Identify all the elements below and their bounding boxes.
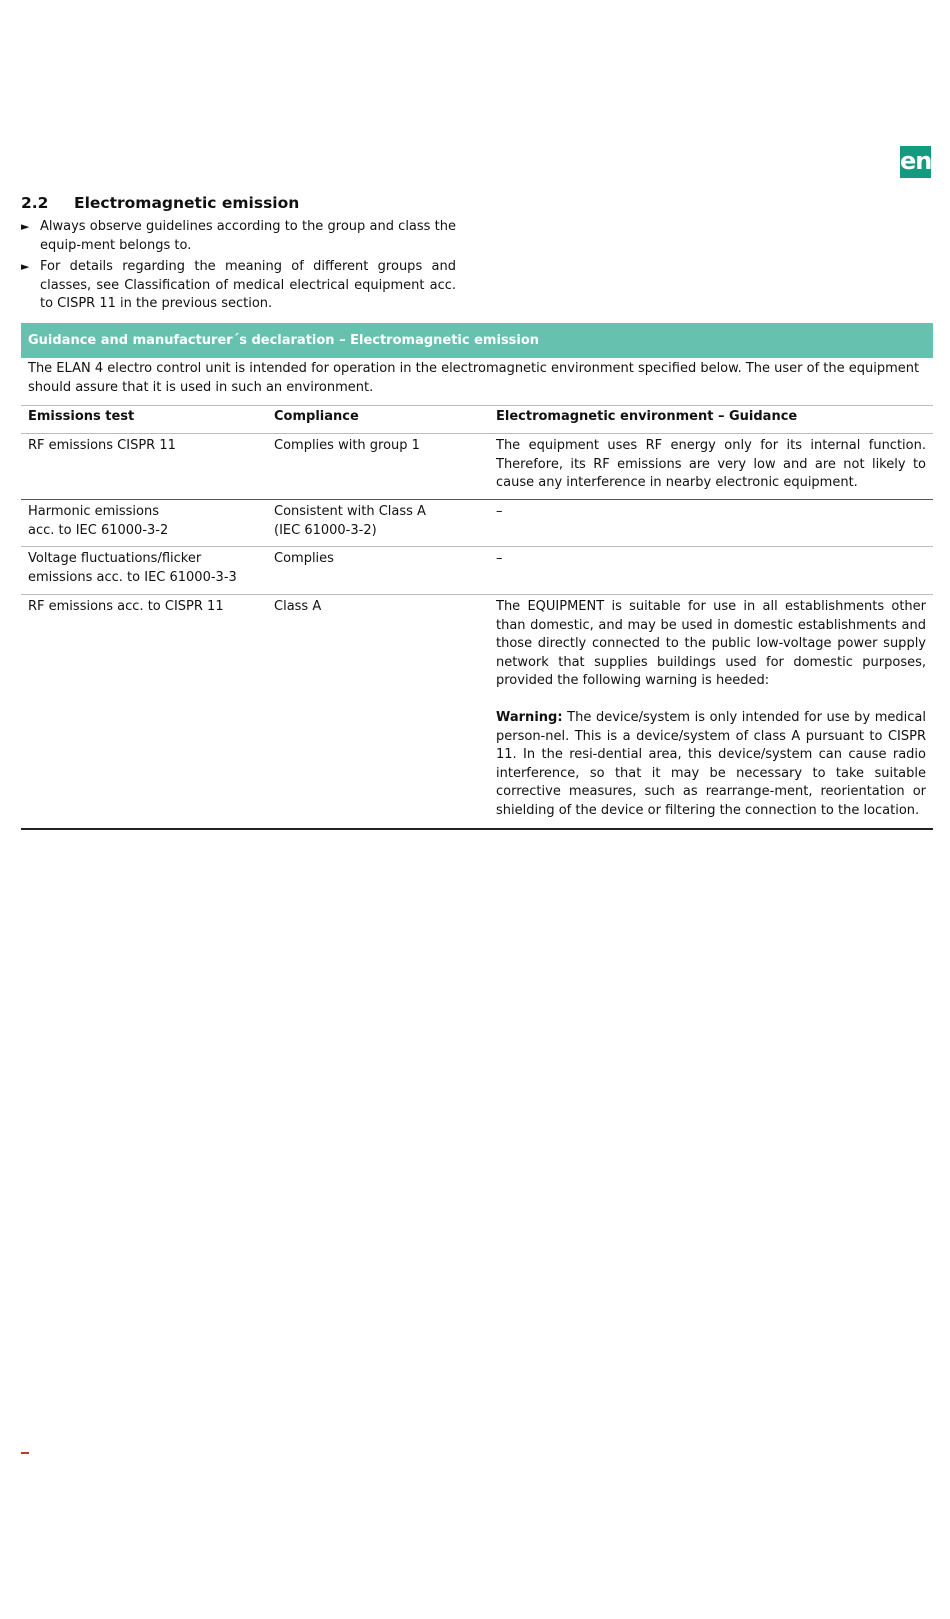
warning-note	[496, 709, 926, 820]
guidance-text: The EQUIPMENT is suitable for use in all establishments other than domestic, and may be used in domestic establishments and those directly connected to the public low-voltage power supply network that supplies buildings used for domestic purposes, provided the following warning is heeded:	[496, 599, 926, 688]
divider	[21, 405, 933, 406]
table-cell-guidance	[496, 598, 926, 820]
table-cell-compliance: Complies with group 1	[274, 438, 420, 453]
section-title: Electromagnetic emission	[74, 194, 300, 212]
warning-label: Warning:	[496, 710, 563, 725]
divider	[21, 546, 933, 547]
table-cell-guidance: The equipment uses RF energy only for its internal function. Therefore, its RF emissions are very low and are not likely to cause any interference in nearby electronic equipment.	[496, 438, 926, 490]
table-cell-test	[28, 503, 266, 540]
arrow-bullet-icon: ►	[21, 220, 30, 233]
table-cell-compliance-line: (IEC 61000-3-2)	[274, 522, 377, 538]
table-cell-guidance: –	[496, 551, 503, 566]
section-number: 2.2	[21, 194, 49, 212]
arrow-bullet-icon: ►	[21, 260, 30, 273]
instruction-text: For details regarding the meaning of different groups and classes, see Classification of medical electrical equipment acc. to CISPR 11 in the previous section.	[40, 259, 456, 311]
divider	[21, 499, 933, 500]
instruction-item	[21, 218, 456, 255]
table-cell-guidance: –	[496, 504, 503, 519]
table-bottom-rule	[21, 828, 933, 830]
instruction-text: Always observe guidelines according to the group and class the equip-ment belongs to.	[40, 219, 456, 253]
table-cell-compliance-line: Consistent with Class A	[274, 504, 426, 519]
table-cell-test: RF emissions CISPR 11	[28, 438, 176, 453]
table-cell-compliance: Class A	[274, 599, 322, 614]
column-header-guidance: Electromagnetic environment – Guidance	[496, 409, 798, 424]
footer-mark	[21, 1452, 29, 1454]
instruction-list	[21, 218, 456, 317]
table-cell-test-line: acc. to IEC 61000-3-2	[28, 522, 169, 538]
instruction-item	[21, 258, 456, 314]
language-tab[interactable]: en	[900, 146, 931, 178]
table-cell-test: Voltage fluctuations/flicker emissions acc. to IEC 61000-3-3	[28, 551, 237, 585]
table-cell-test: RF emissions acc. to CISPR 11	[28, 599, 224, 614]
column-header-compliance: Compliance	[274, 409, 359, 424]
table-cell-compliance: Complies	[274, 551, 334, 566]
table-cell-test-line: Harmonic emissions	[28, 504, 160, 519]
divider	[21, 433, 933, 434]
table-intro: The ELAN 4 electro control unit is intended for operation in the electromagnetic environment specified below. The user of the equipment should assure that it is used in such an environment.	[28, 361, 920, 395]
column-header-emissions-test: Emissions test	[28, 409, 135, 424]
table-cell-compliance	[274, 503, 484, 540]
table-title-banner: Guidance and manufacturer´s declaration – Electromagnetic emission	[21, 323, 933, 358]
section-heading	[21, 192, 299, 214]
warning-text: The device/system is only intended for use by medical person-nel. This is a device/system of class A pursuant to CISPR 11. In the resi-dential area, this device/system can cause radio interference, so that it may be necessary to take suitable corrective measures, such as rearrange-ment, reorientation or shielding of the device or filtering the connection to the location.	[496, 710, 926, 818]
divider	[21, 594, 933, 595]
